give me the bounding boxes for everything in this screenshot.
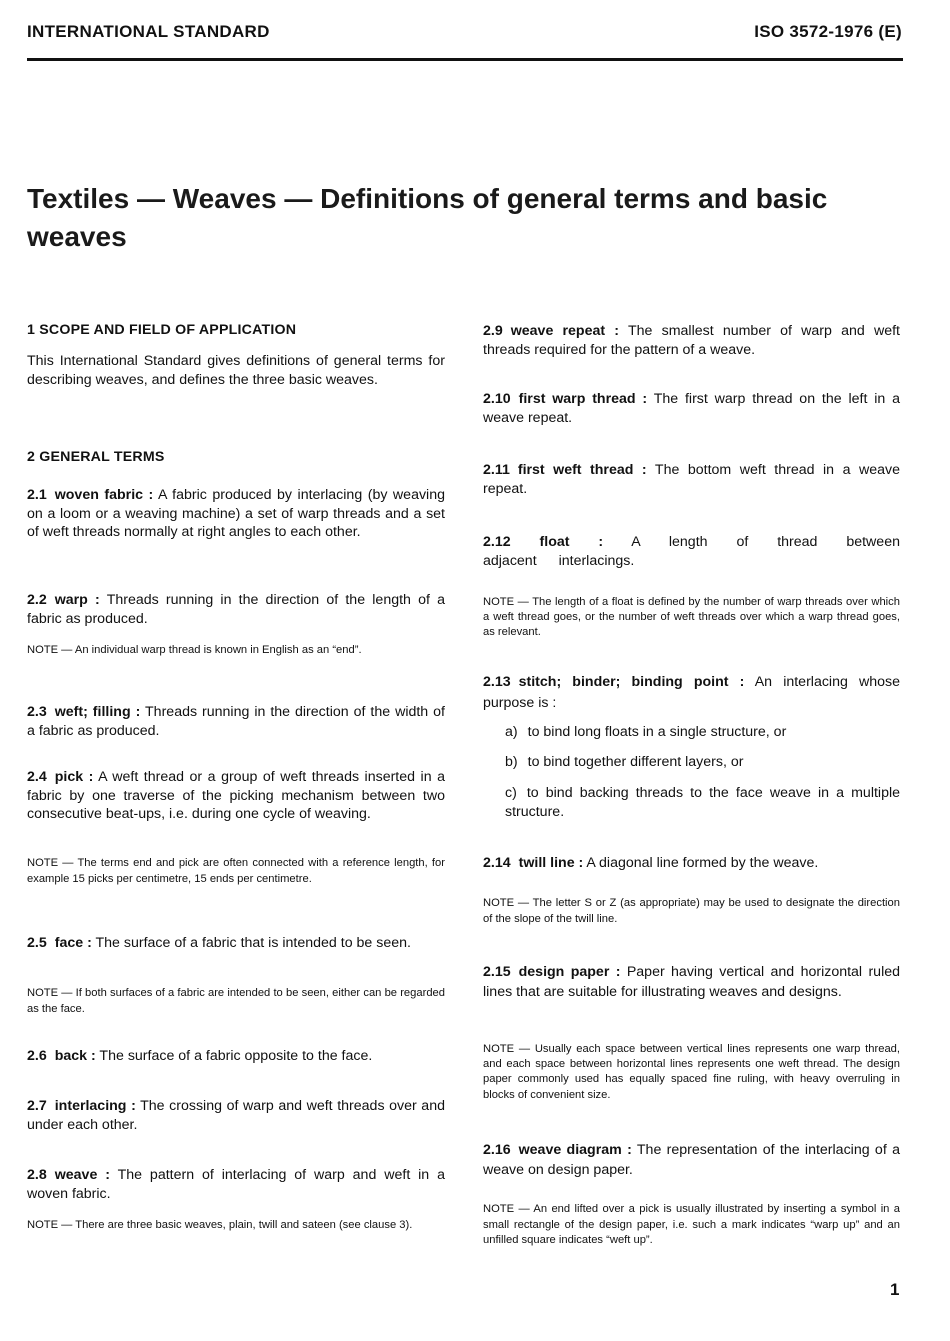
term-number: 2.12 <box>483 534 511 550</box>
term-definition: The crossing of warp and weft threads over and under each other. <box>27 1098 445 1133</box>
term-name: pick : <box>54 769 94 785</box>
term-2-2 <box>27 591 445 628</box>
term-name: twill line : <box>518 855 584 871</box>
note-2-14: NOTE — The letter S or Z (as appropriate) may be used to designate the direction of the slope of the twill line. <box>483 897 900 925</box>
term-2-12 <box>483 533 900 570</box>
term-number: 2.5 <box>27 935 47 951</box>
term-2-10 <box>483 390 900 427</box>
term-number: 2.3 <box>27 704 47 720</box>
term-definition: The surface of a fabric that is intended to be seen. <box>91 935 411 951</box>
note-2-5: NOTE — If both surfaces of a fabric are intended to be seen, either can be regarded as the face. <box>27 987 445 1015</box>
term-number: 2.8 <box>27 1167 47 1183</box>
term-name: back : <box>54 1048 96 1064</box>
term-definition: The pattern of interlacing of warp and weft in a woven fabric. <box>27 1167 445 1202</box>
term-number: 2.11 <box>483 462 510 478</box>
term-name: weave : <box>54 1167 110 1183</box>
term-number: 2.13 <box>483 674 511 690</box>
note-2-8: NOTE — There are three basic weaves, plain, twill and sateen (see clause 3). <box>27 1219 413 1231</box>
term-2-4 <box>27 768 445 824</box>
term-2-8 <box>27 1166 445 1203</box>
note-2-4: NOTE — The terms end and pick are often connected with a reference length, for example 15 picks per centimetre, 15 ends per centimetre. <box>27 857 445 885</box>
term-name: weave repeat : <box>510 323 620 339</box>
term-name: woven fabric : <box>54 487 154 503</box>
list-text: to bind long floats in a single structure, or <box>527 724 787 740</box>
term-name: first warp thread : <box>518 391 648 407</box>
term-name: interlacing : <box>54 1098 136 1114</box>
term-number: 2.9 <box>483 323 503 339</box>
term-number: 2.2 <box>27 592 47 608</box>
document-title: Textiles — Weaves — Definitions of general terms and basic weaves <box>27 183 828 252</box>
header-standard-number: ISO 3572-1976 (E) <box>754 22 902 41</box>
term-2-15 <box>483 963 900 1002</box>
term-name: float : <box>539 534 604 550</box>
term-number: 2.7 <box>27 1098 47 1114</box>
term-definition: An interlacing whose purpose is : <box>483 674 900 711</box>
term-number: 2.6 <box>27 1048 47 1064</box>
header-standard-label: INTERNATIONAL STANDARD <box>27 22 270 41</box>
header-rule <box>27 58 903 61</box>
term-2-14 <box>483 854 900 873</box>
section-1-text: This International Standard gives definitions of general terms for describing weaves, and defines the three basic weaves. <box>27 353 445 388</box>
term-definition: A fabric produced by interlacing (by weaving on a loom or a weaving machine) a set of warp threads and a set of weft threads normally at right angles to each other. <box>27 487 445 541</box>
list-item-c <box>505 784 900 821</box>
list-text: to bind together different layers, or <box>527 754 744 770</box>
term-number: 2.10 <box>483 391 511 407</box>
term-number: 2.15 <box>483 964 511 980</box>
list-item-a <box>505 723 900 742</box>
term-name: warp : <box>54 592 100 608</box>
term-2-6 <box>27 1047 445 1066</box>
term-definition: A diagonal line formed by the weave. <box>583 855 819 871</box>
term-number: 2.4 <box>27 769 47 785</box>
term-2-9 <box>483 322 900 359</box>
term-number: 2.14 <box>483 855 511 871</box>
section-2-heading: 2 GENERAL TERMS <box>27 449 165 465</box>
term-2-3 <box>27 703 445 740</box>
list-text: to bind backing threads to the face weave in a multiple structure. <box>505 785 900 820</box>
term-name: first weft thread : <box>517 462 647 478</box>
term-definition: The smallest number of warp and weft threads required for the pattern of a weave. <box>483 323 900 358</box>
term-name: design paper : <box>518 964 621 980</box>
term-definition: Paper having vertical and horizontal ruled lines that are suitable for illustrating weaves and designs. <box>483 964 900 1000</box>
term-name: stitch; binder; binding point : <box>518 674 745 690</box>
note-2-2: NOTE — An individual warp thread is known in English as an “end”. <box>27 644 362 656</box>
term-number: 2.1 <box>27 487 47 503</box>
term-definition: The surface of a fabric opposite to the face. <box>95 1048 373 1064</box>
term-name: weave diagram : <box>518 1142 632 1158</box>
term-name: face : <box>54 935 92 951</box>
section-1-heading: 1 SCOPE AND FIELD OF APPLICATION <box>27 322 297 338</box>
list-label: c) <box>505 785 517 801</box>
term-2-5 <box>27 934 445 953</box>
note-2-15: NOTE — Usually each space between vertical lines represents one warp thread, and each space between horizontal lines represents one weft thread. The design paper commonly used has equally spaced fine ruling, with heavy overruling in blocks of convenient size. <box>483 1043 900 1101</box>
term-definition: Threads running in the direction of the length of a fabric as produced. <box>27 592 446 627</box>
note-2-12: NOTE — The length of a float is defined by the number of warp threads over which a weft thread goes, or the number of weft threads over which a warp thread goes, as relevant. <box>483 596 900 638</box>
term-name: weft; filling : <box>54 704 141 720</box>
term-definition: The first warp thread on the left in a weave repeat. <box>483 391 900 426</box>
term-definition: A weft thread or a group of weft threads inserted in a fabric by one traverse of the picking mechanism between two consecutive beat-ups, i.e. during one cycle of weaving. <box>27 769 445 823</box>
page-number: 1 <box>890 1280 900 1299</box>
term-definition: Threads running in the direction of the width of a fabric as produced. <box>27 704 445 739</box>
list-item-b <box>505 753 900 772</box>
term-definition: The representation of the interlacing of a weave on design paper. <box>483 1142 900 1178</box>
term-2-7 <box>27 1097 445 1134</box>
list-label: a) <box>505 724 518 740</box>
term-number: 2.16 <box>483 1142 511 1158</box>
list-label: b) <box>505 754 518 770</box>
term-2-13 <box>483 672 900 714</box>
note-2-16: NOTE — An end lifted over a pick is usually illustrated by inserting a symbol in a small rectangle of the design paper, i.e. such a mark indicates “warp up” and an unfilled square indicates “weft up”. <box>483 1203 900 1247</box>
term-2-1 <box>27 486 445 542</box>
term-definition: A length of thread between adjacent interlacings. <box>483 534 900 569</box>
term-definition: The bottom weft thread in a weave repeat. <box>483 462 900 497</box>
term-2-11 <box>483 461 900 498</box>
term-2-16 <box>483 1141 900 1180</box>
